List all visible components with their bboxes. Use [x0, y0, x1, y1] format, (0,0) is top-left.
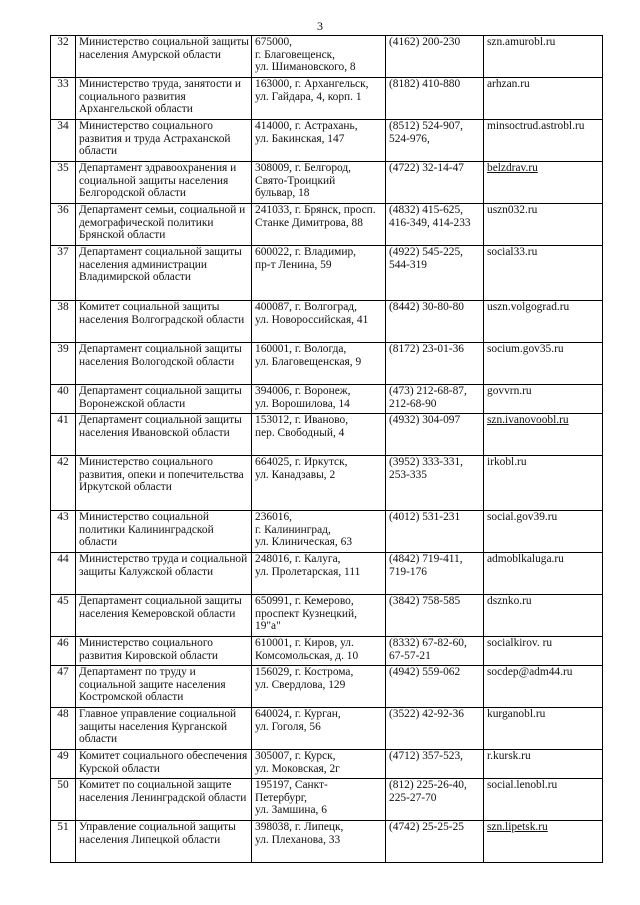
- table-body: [51, 36, 603, 863]
- phone-number: (812) 225-26-40, 225-27-70: [386, 779, 484, 821]
- website: [484, 162, 603, 204]
- postal-address: 305007, г. Курск, ул. Моковская, 2г: [252, 750, 386, 779]
- postal-address: 160001, г. Вологда, ул. Благовещенская, 9: [252, 343, 386, 385]
- table-row: [51, 637, 603, 666]
- organization-name: Министерство труда и социальной защиты Калужской области: [76, 553, 252, 595]
- row-number: 44: [51, 553, 76, 595]
- table-row: [51, 162, 603, 204]
- social-protection-agencies-table: [50, 35, 603, 863]
- phone-number: (3522) 42-92-36: [386, 708, 484, 750]
- organization-name: Департамент социальной защиты населения администрации Владимирской области: [76, 246, 252, 301]
- website: arhzan.ru: [484, 78, 603, 120]
- page-number: 3: [317, 19, 323, 33]
- website: socialkirov. ru: [484, 637, 603, 666]
- website: szn.amurobl.ru: [484, 36, 603, 78]
- website: dsznko.ru: [484, 595, 603, 637]
- row-number: 37: [51, 246, 76, 301]
- row-number: 40: [51, 385, 76, 414]
- postal-address: 248016, г. Калуга, ул. Пролетарская, 111: [252, 553, 386, 595]
- organization-name: Комитет социальной защиты населения Волгоградской области: [76, 301, 252, 343]
- website: socium.gov35.ru: [484, 343, 603, 385]
- organization-name: Главное управление социальной защиты населения Курганской области: [76, 708, 252, 750]
- organization-name: Министерство социального развития Кировской области: [76, 637, 252, 666]
- organization-name: Комитет социального обеспечения Курской области: [76, 750, 252, 779]
- postal-address: 664025, г. Иркутск, ул. Канадзавы, 2: [252, 456, 386, 511]
- organization-name: Департамент социальной защиты населения Вологодской области: [76, 343, 252, 385]
- phone-number: (4712) 357-523,: [386, 750, 484, 779]
- organization-name: Департамент социальной защиты населения Кемеровской области: [76, 595, 252, 637]
- row-number: 39: [51, 343, 76, 385]
- organization-name: Комитет по социальной защите населения Ленинградской области: [76, 779, 252, 821]
- table-row: [51, 456, 603, 511]
- website: kurganobl.ru: [484, 708, 603, 750]
- website: admoblkaluga.ru: [484, 553, 603, 595]
- website: social.gov39.ru: [484, 511, 603, 553]
- table-row: [51, 78, 603, 120]
- website: uszn032.ru: [484, 204, 603, 246]
- postal-address: 675000, г. Благовещенск, ул. Шимановского, 8: [252, 36, 386, 78]
- table-row: [51, 821, 603, 863]
- postal-address: 398038, г. Липецк, ул. Плеханова, 33: [252, 821, 386, 863]
- website: minsoctrud.astrobl.ru: [484, 120, 603, 162]
- website: [484, 414, 603, 456]
- organization-name: Министерство труда, занятости и социального развития Архангельской области: [76, 78, 252, 120]
- phone-number: (8332) 67-82-60, 67-57-21: [386, 637, 484, 666]
- website: uszn.volgograd.ru: [484, 301, 603, 343]
- table-row: [51, 666, 603, 708]
- website: social33.ru: [484, 246, 603, 301]
- website: [484, 821, 603, 863]
- row-number: 47: [51, 666, 76, 708]
- postal-address: 236016, г. Калининград, ул. Клиническая, 63: [252, 511, 386, 553]
- website: govvrn.ru: [484, 385, 603, 414]
- table-row: [51, 779, 603, 821]
- row-number: 51: [51, 821, 76, 863]
- organization-name: Департамент по труду и социальной защите населения Костромской области: [76, 666, 252, 708]
- table-row: [51, 708, 603, 750]
- organization-name: Департамент семьи, социальной и демографической политики Брянской области: [76, 204, 252, 246]
- postal-address: 241033, г. Брянск, просп. Станке Димитрова, 88: [252, 204, 386, 246]
- row-number: 48: [51, 708, 76, 750]
- phone-number: (473) 212-68-87, 212-68-90: [386, 385, 484, 414]
- table-row: [51, 385, 603, 414]
- organization-name: Департамент социальной защиты населения Ивановской области: [76, 414, 252, 456]
- row-number: 45: [51, 595, 76, 637]
- table-row: [51, 595, 603, 637]
- row-number: 49: [51, 750, 76, 779]
- postal-address: 400087, г. Волгоград, ул. Новороссийская, 41: [252, 301, 386, 343]
- postal-address: 153012, г. Иваново, пер. Свободный, 4: [252, 414, 386, 456]
- row-number: 38: [51, 301, 76, 343]
- postal-address: 610001, г. Киров, ул. Комсомольская, д. 10: [252, 637, 386, 666]
- phone-number: (4012) 531-231: [386, 511, 484, 553]
- phone-number: (4832) 415-625, 416-349, 414-233: [386, 204, 484, 246]
- postal-address: 308009, г. Белгород, Свято-Троицкий бульвар, 18: [252, 162, 386, 204]
- phone-number: (8512) 524-907, 524-976,: [386, 120, 484, 162]
- row-number: 43: [51, 511, 76, 553]
- row-number: 50: [51, 779, 76, 821]
- organization-name: Департамент социальной защиты Воронежской области: [76, 385, 252, 414]
- table-row: [51, 204, 603, 246]
- table-row: [51, 553, 603, 595]
- postal-address: 600022, г. Владимир, пр-т Ленина, 59: [252, 246, 386, 301]
- phone-number: (4722) 32-14-47: [386, 162, 484, 204]
- postal-address: 650991, г. Кемерово, проспект Кузнецкий, 19"а": [252, 595, 386, 637]
- phone-number: (8172) 23-01-36: [386, 343, 484, 385]
- phone-number: (4922) 545-225, 544-319: [386, 246, 484, 301]
- phone-number: (3952) 333-331, 253-335: [386, 456, 484, 511]
- row-number: 36: [51, 204, 76, 246]
- organization-name: Департамент здравоохранения и социальной защиты населения Белгородской области: [76, 162, 252, 204]
- phone-number: (4932) 304-097: [386, 414, 484, 456]
- table-row: [51, 511, 603, 553]
- table-row: [51, 750, 603, 779]
- organization-name: Министерство социального развития и труда Астраханской области: [76, 120, 252, 162]
- website: r.kursk.ru: [484, 750, 603, 779]
- organization-name: Министерство социального развития, опеки и попечительства Иркутской области: [76, 456, 252, 511]
- table-row: [51, 343, 603, 385]
- phone-number: (8442) 30-80-80: [386, 301, 484, 343]
- row-number: 34: [51, 120, 76, 162]
- organization-name: Управление социальной защиты населения Липецкой области: [76, 821, 252, 863]
- website-link[interactable]: belzdrav.ru: [487, 162, 538, 174]
- table-row: [51, 301, 603, 343]
- phone-number: (4742) 25-25-25: [386, 821, 484, 863]
- phone-number: (4162) 200-230: [386, 36, 484, 78]
- website: socdep@adm44.ru: [484, 666, 603, 708]
- row-number: 35: [51, 162, 76, 204]
- postal-address: 394006, г. Воронеж, ул. Ворошилова, 14: [252, 385, 386, 414]
- table-row: [51, 246, 603, 301]
- table-row: [51, 414, 603, 456]
- website: social.lenobl.ru: [484, 779, 603, 821]
- phone-number: (3842) 758-585: [386, 595, 484, 637]
- table-row: [51, 120, 603, 162]
- postal-address: 163000, г. Архангельск, ул. Гайдара, 4, корп. 1: [252, 78, 386, 120]
- postal-address: 156029, г. Кострома, ул. Свердлова, 129: [252, 666, 386, 708]
- row-number: 32: [51, 36, 76, 78]
- table-row: [51, 36, 603, 78]
- organization-name: Министерство социальной защиты населения Амурской области: [76, 36, 252, 78]
- phone-number: (8182) 410-880: [386, 78, 484, 120]
- postal-address: 195197, Санкт- Петербург, ул. Замшина, 6: [252, 779, 386, 821]
- website-link[interactable]: szn.lipetsk.ru: [487, 821, 548, 833]
- postal-address: 414000, г. Астрахань, ул. Бакинская, 147: [252, 120, 386, 162]
- phone-number: (4842) 719-411, 719-176: [386, 553, 484, 595]
- website: irkobl.ru: [484, 456, 603, 511]
- phone-number: (4942) 559-062: [386, 666, 484, 708]
- row-number: 46: [51, 637, 76, 666]
- organization-name: Министерство социальной политики Калининградской области: [76, 511, 252, 553]
- row-number: 33: [51, 78, 76, 120]
- website-link[interactable]: szn.ivanovoobl.ru: [487, 414, 569, 426]
- row-number: 42: [51, 456, 76, 511]
- postal-address: 640024, г. Курган, ул. Гоголя, 56: [252, 708, 386, 750]
- row-number: 41: [51, 414, 76, 456]
